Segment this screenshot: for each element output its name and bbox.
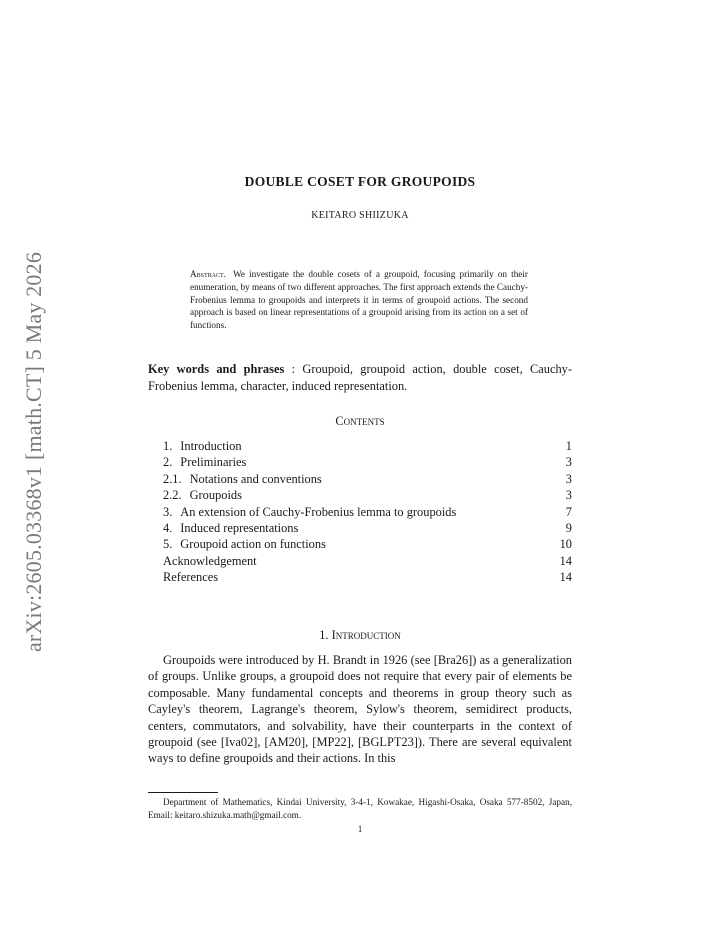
toc-entry[interactable] <box>163 536 572 552</box>
table-of-contents <box>163 438 572 586</box>
section-heading <box>148 628 572 643</box>
toc-entry-page: 7 <box>565 504 572 519</box>
toc-entry-title: References <box>163 570 219 585</box>
toc-entry-number: 2.1. <box>163 471 182 486</box>
toc-entry-page: 3 <box>565 471 572 486</box>
toc-entry-page: 10 <box>559 537 572 552</box>
keywords <box>148 361 572 395</box>
paper-title: DOUBLE COSET FOR GROUPOIDS <box>244 174 476 189</box>
toc-entry-number: 4. <box>163 520 173 535</box>
toc-entry[interactable] <box>163 520 572 536</box>
footnote-affiliation: Department of Mathematics, Kindai University, 3-4-1, Kowakae, Higashi-Osaka, Osaka 577-8502, Japan, Email: keitaro.shizuka.math@gmail.com. <box>148 797 572 820</box>
toc-entry-title: Preliminaries <box>180 455 247 470</box>
paper-author: KEITARO SHIIZUKA <box>311 210 409 221</box>
toc-entry-page: 3 <box>565 455 572 470</box>
toc-entry[interactable] <box>163 553 572 569</box>
toc-entry-number: 5. <box>163 537 173 552</box>
page-number: 1 <box>357 824 363 834</box>
toc-entry-title: Introduction <box>180 439 242 453</box>
abstract-text: We investigate the double cosets of a groupoid, focusing primarily on their enumeration, by means of two different approaches. The first approach extends the Cauchy-Frobenius lemma to groupoids and interprets it in terms of groupoid actions. The second approach is based on linear representations of a groupoid arising from its action on a set of functions. <box>190 269 528 331</box>
footnote-divider <box>148 792 218 793</box>
toc-entry-title: Groupoids <box>189 488 242 503</box>
section-title: Introduction <box>331 628 401 642</box>
arxiv-identifier-stamp: arXiv:2605.03368v1 [math.CT] 5 May 2026 <box>21 251 46 653</box>
toc-entry[interactable] <box>163 487 572 503</box>
contents-heading: Contents <box>335 414 385 428</box>
toc-entry-title: An extension of Cauchy-Frobenius lemma to groupoids <box>180 504 457 519</box>
toc-entry[interactable] <box>163 454 572 470</box>
toc-entry-title: Induced representations <box>180 520 299 535</box>
toc-entry-page: 14 <box>559 570 572 585</box>
section-number: 1. <box>319 628 329 642</box>
toc-entry-number: 2. <box>163 455 173 470</box>
toc-entry-page: 1 <box>565 439 572 453</box>
toc-entry-page: 14 <box>559 553 572 568</box>
toc-entry-number: 1. <box>163 439 173 453</box>
toc-entry-number: 3. <box>163 504 173 519</box>
toc-entry-number: 2.2. <box>163 488 182 503</box>
toc-entry-page: 9 <box>565 520 572 535</box>
toc-entry-title: Notations and conventions <box>189 471 322 486</box>
toc-entry-title: Acknowledgement <box>163 553 257 568</box>
toc-entry-title: Groupoid action on functions <box>180 537 326 552</box>
toc-entry[interactable] <box>163 504 572 520</box>
keywords-text: : Groupoid, groupoid action, double coset, Cauchy-Frobenius lemma, character, induced representation. <box>148 362 572 393</box>
toc-entry[interactable] <box>163 471 572 487</box>
abstract-label: Abstract. <box>190 269 226 279</box>
keywords-label: Key words and phrases <box>148 362 285 376</box>
introduction-paragraph: Groupoids were introduced by H. Brandt in 1926 (see [Bra26]) as a generalization of groups. Unlike groups, a groupoid does not require that every pair of elements be composable. Many fundamental concepts and theorems in group theory such as Cayley's theorem, Lagrange's theorem, Sylow's theorem, semidirect products, centers, commutators, and solvability, have their counterparts in the context of groupoid (see [Iva02], [AM20], [MP22], [BGLPT23]). There are several equivalent ways to define groupoids and their actions. In this <box>148 653 572 766</box>
toc-entry-page: 3 <box>565 488 572 503</box>
toc-entry[interactable] <box>163 438 572 454</box>
abstract <box>190 268 528 332</box>
toc-entry[interactable] <box>163 569 572 585</box>
